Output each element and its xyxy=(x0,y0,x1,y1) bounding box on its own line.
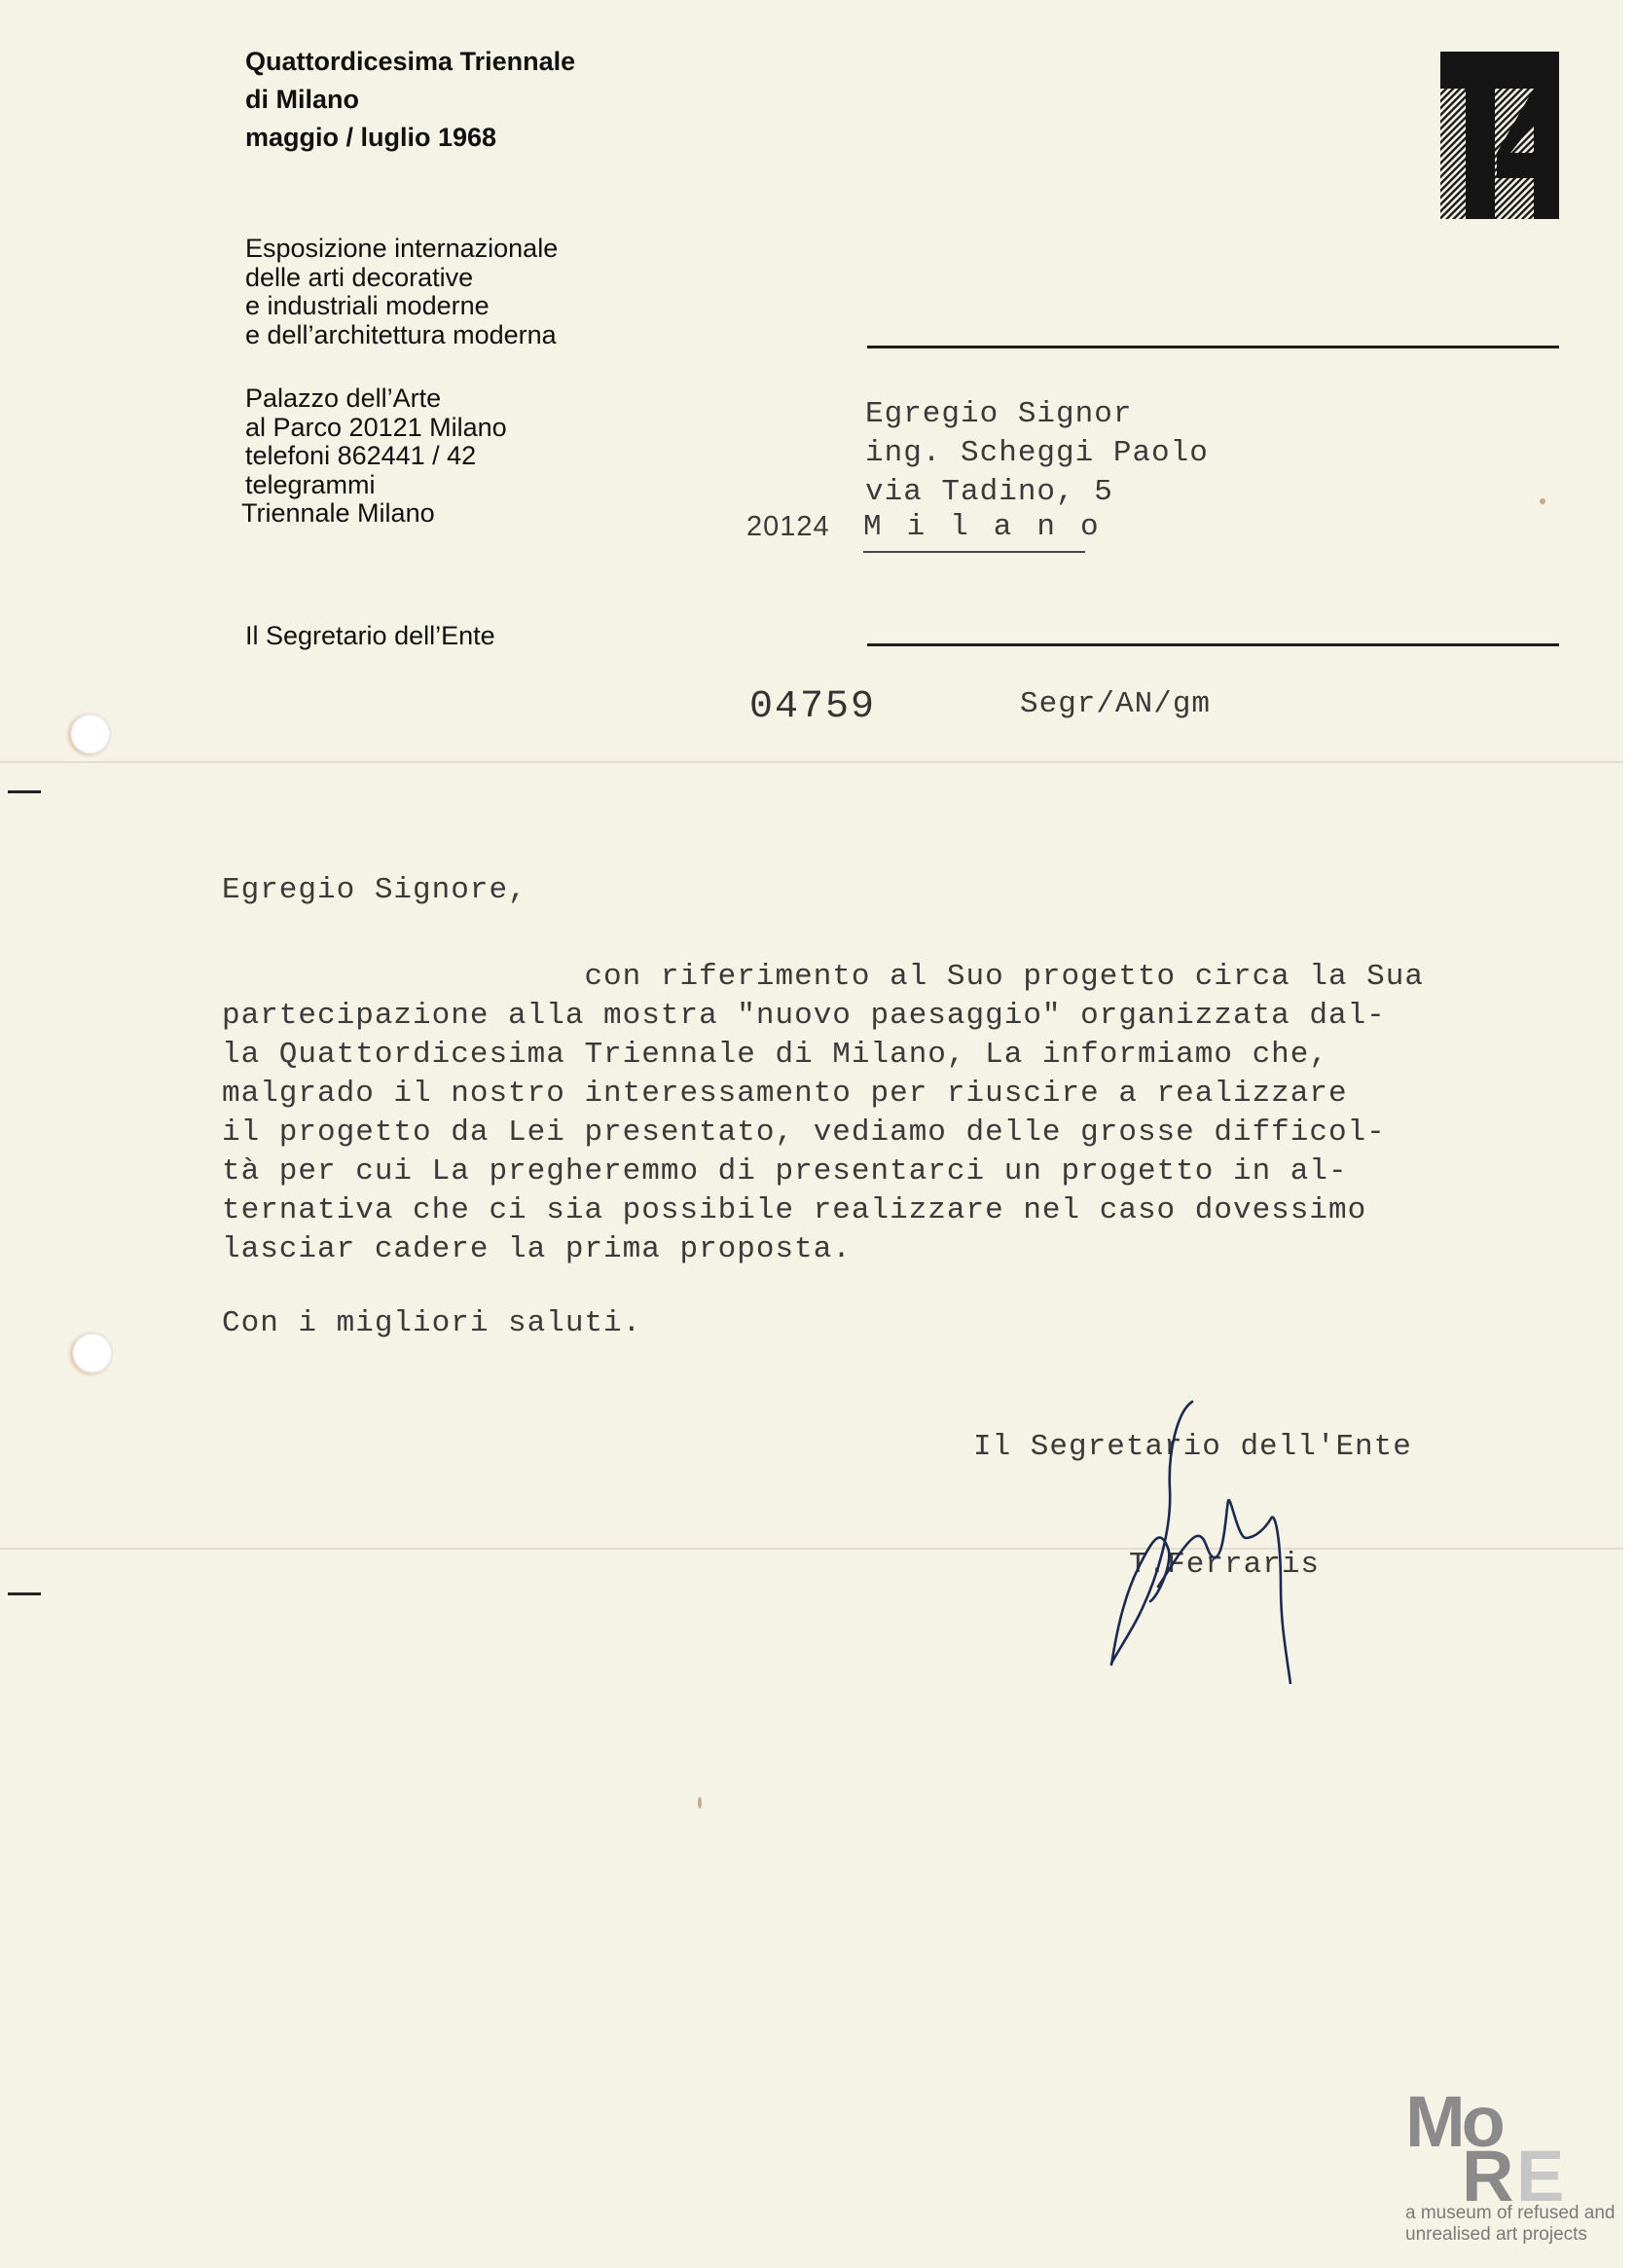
letterhead-expo-line: Esposizione internazionale xyxy=(245,234,559,263)
letterhead-address-line: telegrammi xyxy=(245,469,376,499)
letterhead-address-line: telefoni 862441 / 42 xyxy=(245,441,477,470)
closing: Con i migliori saluti. xyxy=(222,1306,642,1340)
protocol-number: 04759 xyxy=(749,685,877,729)
letterhead-expo-line: delle arti decorative xyxy=(245,262,474,292)
triennale-14-logo xyxy=(1440,52,1559,219)
more-logo-r: R xyxy=(1462,2136,1510,2216)
body-line: la Quattordicesima Triennale di Milano, La informiamo che, xyxy=(222,1038,1328,1072)
more-caption-line: a museum of refused and xyxy=(1405,2203,1616,2223)
more-caption-line: unrealised art projects xyxy=(1405,2224,1587,2245)
letterhead-address xyxy=(241,384,507,529)
body-line: lasciar cadere la prima proposta. xyxy=(222,1232,852,1266)
recipient-line: Egregio Signor xyxy=(865,397,1133,431)
body-line: il progetto da Lei presentato, vediamo delle grosse difficol- xyxy=(222,1116,1386,1150)
handwritten-signature xyxy=(1100,1392,1324,1684)
letterhead-expo-line: e dell’architettura moderna xyxy=(245,319,557,349)
body-line: ternativa che ci sia possibile realizzare nel caso dovessimo xyxy=(222,1193,1367,1227)
fold-mark xyxy=(8,790,41,793)
more-museum-logo xyxy=(1401,2081,1625,2263)
letterhead-title xyxy=(245,43,575,157)
salutation: Egregio Signore, xyxy=(222,873,527,907)
body-line: malgrado il nostro interessamento per riuscire a realizzare xyxy=(222,1077,1348,1111)
signatory-name: T.Ferraris xyxy=(1129,1548,1321,1582)
punch-hole xyxy=(72,1333,113,1373)
letterhead-title-line: maggio / luglio 1968 xyxy=(245,123,497,152)
body-line: tà per cui La pregheremmo di presentarci un progetto in al- xyxy=(222,1154,1348,1189)
paper-spot xyxy=(1540,498,1545,504)
reference-code: Segr/AN/gm xyxy=(1020,687,1212,721)
letterhead-office: Il Segretario dell’Ente xyxy=(245,621,495,650)
fold-line xyxy=(0,1548,1623,1550)
fold-line xyxy=(0,761,1623,763)
paper-spot xyxy=(698,1797,702,1809)
recipient-zip: 20124 xyxy=(746,511,830,542)
recipient-city: Milano xyxy=(863,510,1124,544)
letterhead-address-line: Triennale Milano xyxy=(241,498,435,528)
address-rule xyxy=(867,643,1559,646)
body-line: partecipazione alla mostra "nuovo paesaggio" organizzata dal- xyxy=(222,999,1386,1033)
more-caption xyxy=(1405,2203,1615,2246)
punch-hole xyxy=(70,713,111,754)
more-logo-top: Mo xyxy=(1405,2081,1502,2162)
more-logo-e: E xyxy=(1516,2136,1565,2216)
letterhead-address-line: Palazzo dell’Arte xyxy=(245,384,442,413)
letterhead-address-line: al Parco 20121 Milano xyxy=(245,412,507,442)
fold-mark xyxy=(8,1592,41,1595)
letter-body xyxy=(222,958,1424,1269)
recipient-line: ing. Scheggi Paolo xyxy=(865,436,1209,470)
signatory-title: Il Segretario dell'Ente xyxy=(973,1430,1412,1464)
address-rule xyxy=(867,346,1559,348)
city-underline xyxy=(863,551,1085,553)
recipient-block xyxy=(865,395,1209,512)
body-line: con riferimento al Suo progetto circa la Sua xyxy=(222,960,1424,994)
letterhead-title-line: di Milano xyxy=(245,85,359,114)
recipient-line: via Tadino, 5 xyxy=(865,475,1113,509)
letterhead-expo-line: e industriali moderne xyxy=(245,291,490,320)
letterhead-title-line: Quattordicesima Triennale xyxy=(245,47,576,76)
letterhead-exposition xyxy=(245,235,558,349)
